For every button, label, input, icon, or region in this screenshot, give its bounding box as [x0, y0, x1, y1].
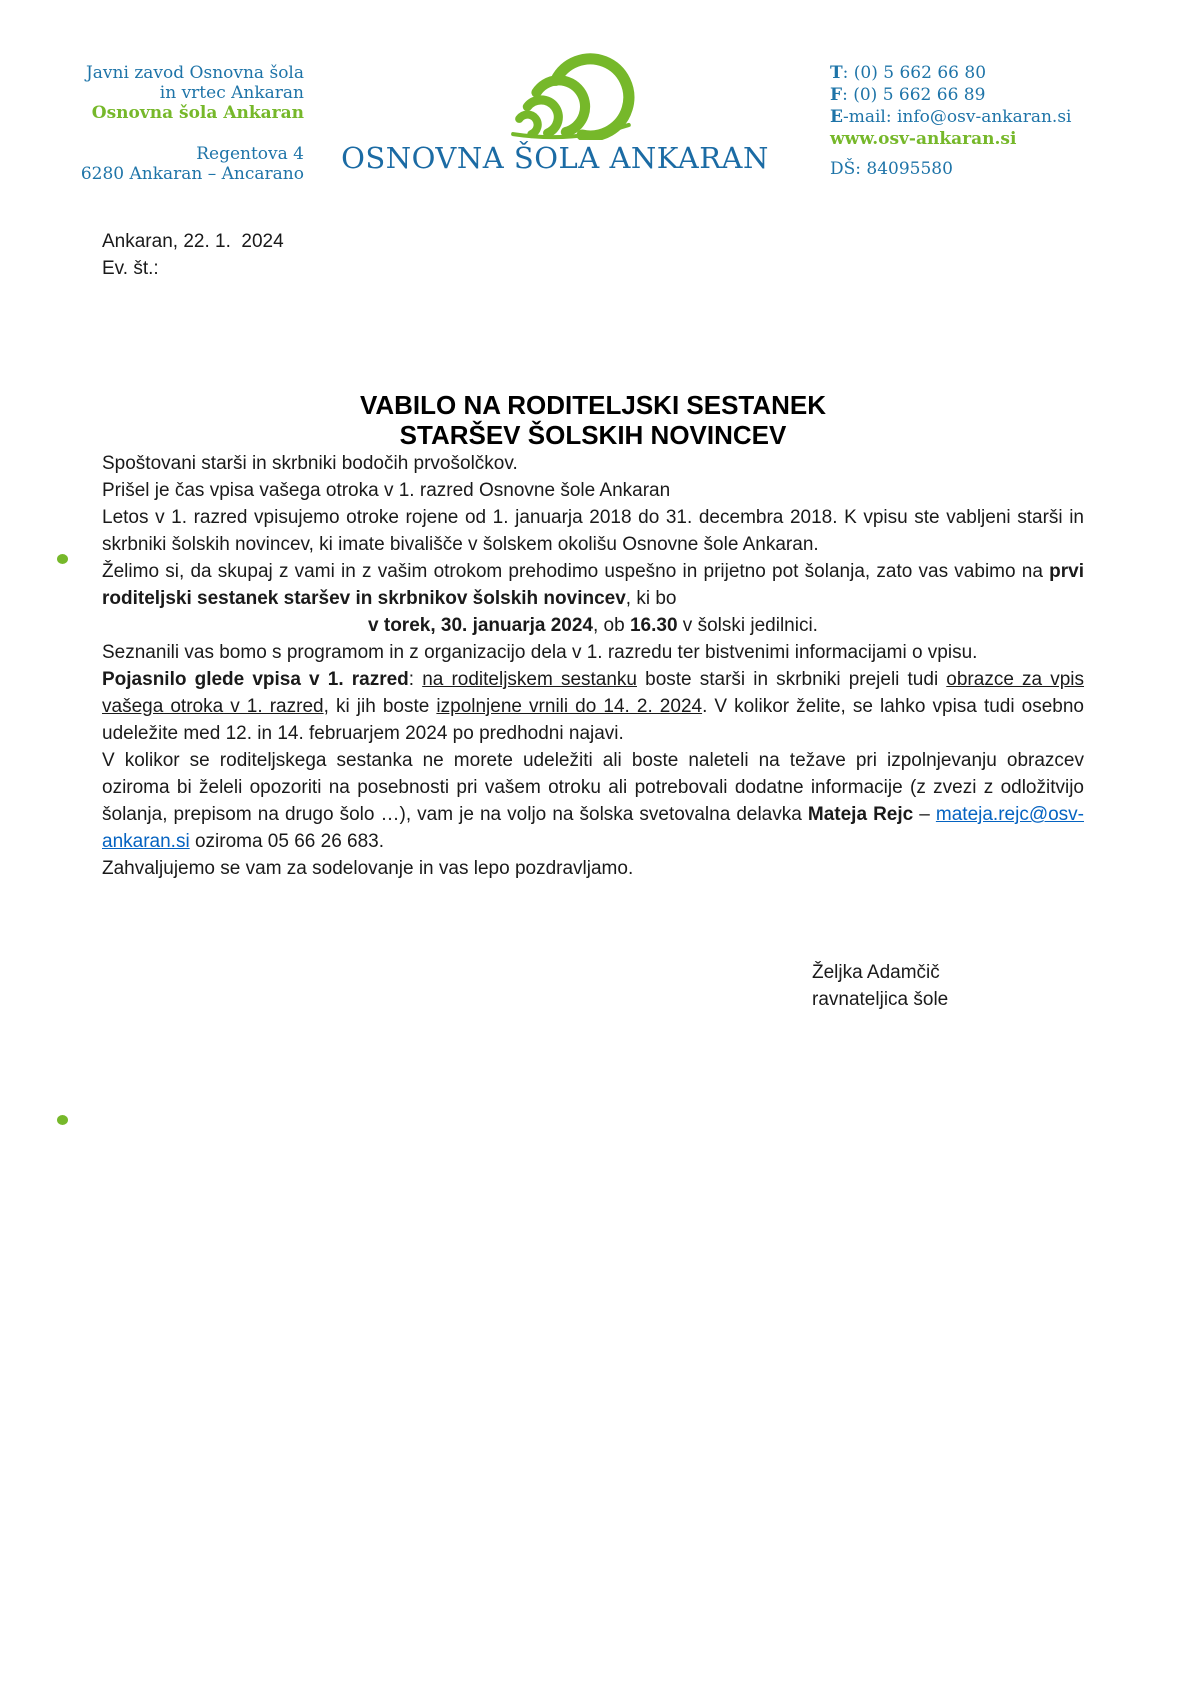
address-city: 6280 Ankaran – Ancarano	[80, 164, 304, 184]
paragraph-program: Seznanili vas bomo s programom in z organizacijo dela v 1. razredu ter bistvenimi informacijami o vpisu.	[102, 642, 978, 663]
paragraph-salutation: Spoštovani starši in skrbniki bodočih prvošolčkov.	[102, 453, 518, 474]
paragraph-invitation	[102, 558, 1084, 612]
title-line-2: STARŠEV ŠOLSKIH NOVINCEV	[399, 420, 787, 450]
signature-block	[102, 959, 1084, 1013]
fax-line	[830, 84, 1072, 106]
meeting-time: 16.30	[629, 615, 678, 636]
explanation-underline-2: obrazce za vpis vašega otroka v 1. razred	[102, 669, 1085, 717]
meeting-date-line	[102, 612, 1084, 639]
email-line	[830, 106, 1072, 128]
letter-body	[102, 228, 1084, 1013]
org-line-school: Osnovna šola Ankaran	[91, 103, 304, 123]
counselor-email-link[interactable]: mateja.rejc@osv-ankaran.si	[102, 804, 1084, 852]
paragraph-intro: Prišel je čas vpisa vašega otroka v 1. razred Osnovne šole Ankaran	[102, 480, 671, 501]
phone-value: : (0) 5 662 66 80	[842, 63, 987, 83]
email-label: E	[830, 107, 843, 127]
contact-text-1: V kolikor se roditeljskega sestanka ne morete udeležiti ali boste naleteli na težave pri izpolnjevanju obrazcev oziroma bi želeli opozoriti na posebnosti pri vašem otroku ali potrebovali dodatne informacije (z zvezi z odložitvijo šolanja, prepisom na drugo šolo …), vam je na voljo na šolska svetovalna delavka	[102, 750, 1084, 825]
paragraph-closing: Zahvaljujemo se vam za sodelovanje in vas lepo pozdravljamo.	[102, 858, 634, 879]
signature-role: ravnateljica šole	[812, 989, 949, 1010]
fax-label: F	[830, 85, 843, 105]
date-line: Ankaran, 22. 1. 2024	[102, 231, 284, 252]
paragraph-enrollment-info: Letos v 1. razred vpisujemo otroke rojene od 1. januarja 2018 do 31. decembra 2018. K vpisu ste vabljeni starši in skrbniki šolskih novincev, ki imate bivališče v šolskem okolišu Osnovne šole Ankaran.	[102, 507, 1084, 555]
signature-name: Željka Adamčič	[812, 962, 940, 983]
letterhead-contact-block	[830, 62, 1072, 180]
green-bullet-icon	[57, 554, 68, 564]
explanation-colon: :	[408, 669, 423, 690]
org-line-1: Javni zavod Osnovna šola	[85, 63, 304, 83]
website-line: www.osv-ankaran.si	[830, 129, 1017, 149]
explanation-text-2: , ki jih boste	[323, 696, 437, 717]
counselor-name: Mateja Rejc	[807, 804, 914, 825]
explanation-underline-1: na roditeljskem sestanku	[422, 669, 637, 690]
document-title	[102, 390, 1084, 450]
paragraph-contact	[102, 747, 1084, 855]
org-line-2: in vrtec Ankaran	[159, 83, 304, 103]
meeting-date: v torek, 30. januarja 2024	[368, 615, 593, 636]
phone-label: T	[830, 63, 843, 83]
reference-number-line: Ev. št.:	[102, 258, 159, 279]
address-street: Regentova 4	[196, 144, 304, 164]
contact-dash: –	[913, 804, 936, 825]
explanation-text-3: . V kolikor želite, se lahko vpisa tudi osebno udeležite med 12. in 14. februarjem 2024 po predhodni najavi.	[102, 696, 1085, 744]
meeting-sep: , ob	[593, 615, 630, 636]
title-line-1: VABILO NA RODITELJSKI SESTANEK	[359, 390, 827, 420]
meeting-place: v šolski jedilnici.	[677, 615, 818, 636]
phone-line	[830, 62, 1072, 84]
invitation-meeting-name: prvi roditeljski sestanek staršev in skrbnikov šolskih novincev	[102, 561, 1084, 609]
green-bullet-icon	[57, 1115, 68, 1125]
contact-text-2: oziroma 05 66 26 683.	[189, 831, 385, 852]
explanation-heading: Pojasnilo glede vpisa v 1. razred	[102, 669, 409, 690]
explanation-underline-3: izpolnjene vrnili do 14. 2. 2024	[436, 696, 703, 717]
tax-number-line: DŠ: 84095580	[830, 159, 953, 179]
school-name-heading: OSNOVNA ŠOLA ANKARAN	[341, 141, 769, 175]
invitation-text: Želimo si, da skupaj z vami in z vašim otrokom prehodimo uspešno in prijetno pot šolanja, zato vas vabimo na	[102, 561, 1050, 582]
school-shell-logo-icon	[503, 45, 645, 140]
invitation-text-end: , ki bo	[625, 588, 677, 609]
paragraph-explanation	[102, 666, 1084, 747]
email-value: -mail: info@osv-ankaran.si	[842, 107, 1072, 127]
explanation-text-1: boste starši in skrbniki prejeli tudi	[637, 669, 947, 690]
fax-value: : (0) 5 662 66 89	[842, 85, 986, 105]
